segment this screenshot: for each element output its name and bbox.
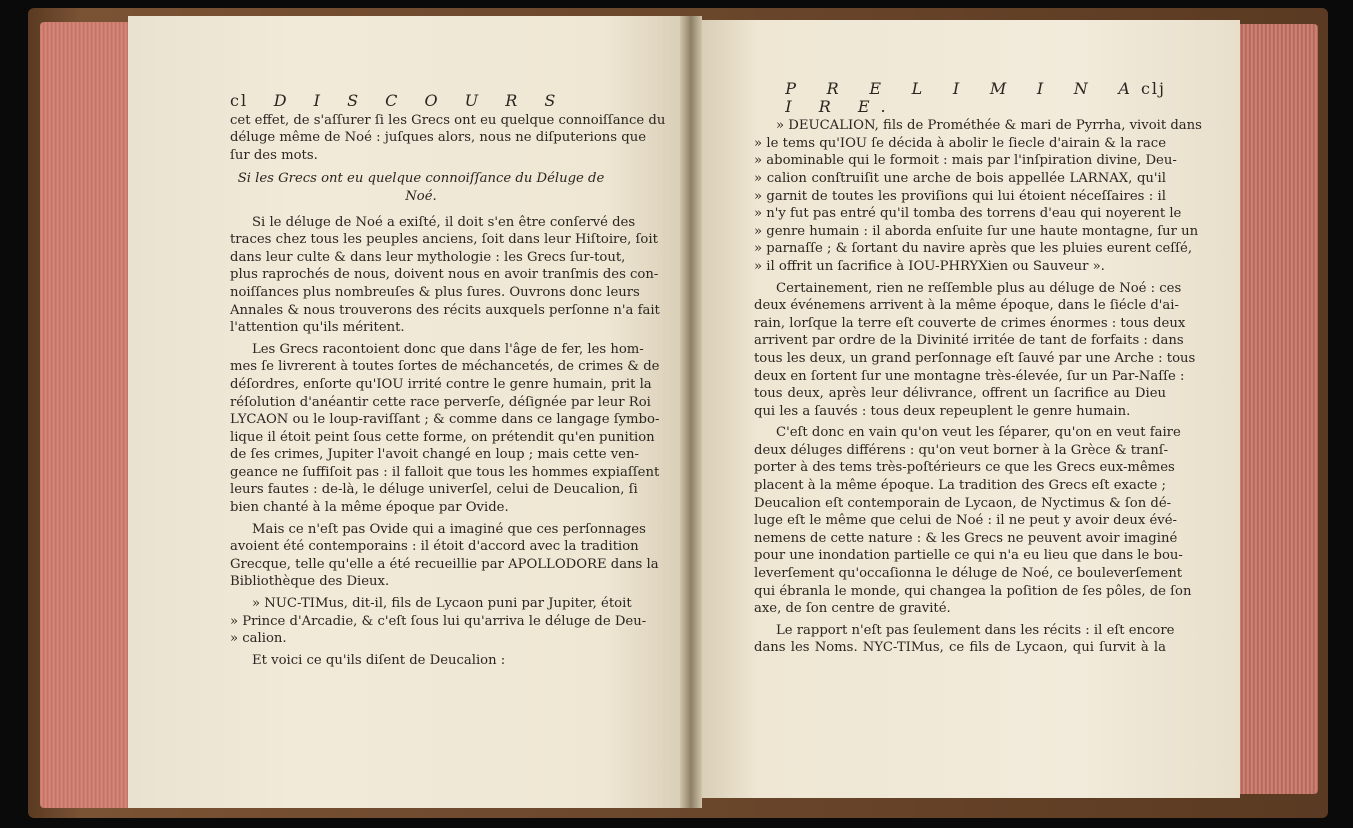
left-page-text bbox=[230, 91, 666, 669]
text-line: geance ne ſuffiſoit pas : il falloit que tous les hommes expiaſſent bbox=[230, 464, 660, 480]
text-line: leverſement qu'occaſionna le déluge de Noé, ce bouleverſement bbox=[754, 566, 1183, 582]
text-line: » garnit de toutes les proviſions qui lui étoient néceſſaires : il bbox=[754, 188, 1166, 204]
text-line: axe, de ſon centre de gravité. bbox=[754, 601, 951, 617]
text-line: » genre humain : il aborda enſuite ſur une haute montagne, ſur un bbox=[754, 223, 1199, 239]
text-line: Grecque, telle qu'elle a été recueillie par APOLLODORE dans la bbox=[230, 556, 659, 572]
text-line: Annales & nous trouverons des récits auxquels perſonne n'a fait bbox=[230, 302, 660, 318]
text-line: avoient été contemporains : il étoit d'accord avec la tradition bbox=[230, 539, 639, 555]
text-line: Certainement, rien ne reſſemble plus au déluge de Noé : ces bbox=[776, 280, 1182, 296]
paragraph-3 bbox=[230, 521, 659, 591]
page-edges-right bbox=[1238, 24, 1318, 794]
text-line: deux déluges différens : qu'on veut borner à la Grèce & tranſ- bbox=[754, 442, 1169, 458]
paragraph-1 bbox=[230, 214, 660, 337]
text-line: Deucalion eſt contemporain de Lycaon, de Nyctimus & ſon dé- bbox=[754, 495, 1172, 511]
text-line: » NUC-TIMus, dit-il, fils de Lycaon puni par Jupiter, étoit bbox=[252, 596, 632, 612]
text-line: Bibliothèque des Dieux. bbox=[230, 574, 390, 590]
text-line: tous deux, après leur délivrance, offrent un ſacrifice au Dieu bbox=[754, 386, 1166, 402]
text-line: arrivent par ordre de la Divinité irritée de tant de forfaits : dans bbox=[754, 333, 1184, 349]
text-line: porter à des tems très-poſtérieurs ce que les Grecs eux-mêmes bbox=[754, 460, 1175, 476]
text-line: Les Grecs racontoient donc que dans l'âge de fer, les hom- bbox=[252, 341, 644, 357]
text-line: Mais ce n'eſt pas Ovide qui a imaginé que ces perſonnages bbox=[252, 521, 646, 537]
text-line: luge eſt le même que celui de Noé : il ne peut y avoir deux évé- bbox=[754, 513, 1177, 529]
text-line: » le tems qu'IOU ſe décida à abolir le ſiecle d'airain & la race bbox=[754, 135, 1166, 151]
text-line: bien chanté à la même époque par Ovide. bbox=[230, 500, 509, 516]
paragraph-1 bbox=[754, 280, 1196, 421]
text-line: réſolution d'anéantir cette race perverſe, déſignée par leur Roi bbox=[230, 394, 651, 410]
text-line: nemens de cette nature : & les Grecs ne peuvent avoir imaginé bbox=[754, 530, 1178, 546]
page-edges-left bbox=[40, 22, 132, 808]
right-running-head bbox=[754, 80, 1166, 115]
text-line: déſordres, enſorte qu'IOU irrité contre le genre humain, prit la bbox=[230, 376, 652, 392]
text-line: de ſes crimes, Jupiter l'avoit changé en loup ; mais cette ven- bbox=[230, 447, 639, 463]
text-line: » DEUCALION, fils de Prométhée & mari de Pyrrha, vivoit dans bbox=[776, 118, 1202, 134]
text-line: dans leur culte & dans leur mythologie : les Grecs ſur-tout, bbox=[230, 249, 626, 265]
text-line: » calion conſtruiſit une arche de bois appellée LARNAX, qu'il bbox=[754, 170, 1166, 186]
deucalion-quote bbox=[754, 117, 1202, 275]
text-line: » abominable qui le formoit : mais par l'inſpiration divine, Deu- bbox=[754, 153, 1177, 169]
text-line: traces chez tous les peuples anciens, ſoit dans leur Hiſtoire, ſoit bbox=[230, 232, 658, 248]
section-heading: Si les Grecs ont eu quelque connoiſſance du Déluge de Noé. bbox=[237, 171, 605, 204]
text-line: ſur des mots. bbox=[230, 147, 318, 163]
intro-paragraph bbox=[230, 112, 666, 165]
text-line: » il offrit un ſacrifice à IOU-PHRYXien ou Sauveur ». bbox=[754, 258, 1105, 274]
text-line: lique il étoit peint ſous cette forme, on prétendit qu'en punition bbox=[230, 429, 655, 445]
paragraph-2 bbox=[754, 424, 1192, 618]
right-folio: clj bbox=[1140, 79, 1166, 98]
text-line: qui les a ſauvés : tous deux repeuplent le genre humain. bbox=[754, 403, 1131, 419]
paragraph-2 bbox=[230, 341, 660, 517]
text-line: deux événemens arrivent à la même époque, dans le ſiécle d'ai- bbox=[754, 298, 1179, 314]
text-line: déluge même de Noé : juſques alors, nous ne diſputerions que bbox=[230, 130, 646, 146]
text-line: Le rapport n'eſt pas ſeulement dans les récits : il eſt encore bbox=[776, 622, 1175, 638]
text-line: placent à la même époque. La tradition des Grecs eſt exacte ; bbox=[754, 478, 1166, 494]
paragraph-3 bbox=[754, 622, 1175, 657]
text-line: Si le déluge de Noé a exiſté, il doit s'en être conſervé des bbox=[252, 214, 636, 230]
book-gutter bbox=[680, 16, 702, 808]
left-running-title: D I S C O U R S bbox=[273, 91, 567, 110]
text-line: pour une inondation partielle ce qui n'a eu lieu que dans le bou- bbox=[754, 548, 1183, 564]
closing-line bbox=[230, 652, 612, 670]
text-line: » parnaſſe ; & ſortant du navire après que les pluies eurent ceſſé, bbox=[754, 241, 1193, 257]
text-line: plus raprochés de nous, doivent nous en avoir tranſmis des con- bbox=[230, 267, 659, 283]
text-line: tous les deux, un grand perſonnage eſt ſauvé par une Arche : tous bbox=[754, 350, 1196, 366]
text-line: C'eſt donc en vain qu'on veut les ſéparer, qu'on en veut faire bbox=[776, 425, 1181, 441]
text-line: l'attention qu'ils méritent. bbox=[230, 320, 405, 336]
text-line: mes ſe livrerent à toutes ſortes de méchancetés, de crimes & de bbox=[230, 359, 660, 375]
text-line: dans les Noms. NYC-TIMus, ce fils de Lycaon, qui ſurvit à la bbox=[754, 640, 1166, 656]
text-line: deux en ſortent ſur une montagne très-élevée, ſur un Par-Naſſe : bbox=[754, 368, 1185, 384]
text-line: leurs fautes : de-là, le déluge univerſel, celui de Deucalion, ſi bbox=[230, 482, 638, 498]
right-page-text bbox=[754, 79, 1202, 661]
left-running-head bbox=[230, 92, 612, 110]
text-line: » calion. bbox=[230, 631, 287, 647]
text-line: » Prince d'Arcadie, & c'eſt ſous lui qu'arriva le déluge de Deu- bbox=[230, 613, 647, 629]
text-line: qui ébranla le monde, qui changea la poſition de ſes pôles, de ſon bbox=[754, 583, 1192, 599]
text-line: » n'y fut pas entré qu'il tomba des torrens d'eau qui noyerent le bbox=[754, 206, 1182, 222]
right-running-title: P R E L I M I N A I R E. bbox=[785, 79, 1141, 116]
apollodore-quote bbox=[230, 595, 647, 648]
text-line: LYCAON ou le loup-raviſſant ; & comme dans ce langage ſymbo- bbox=[230, 412, 660, 428]
text-line: Et voici ce qu'ils diſent de Deucalion : bbox=[252, 652, 506, 668]
text-line: rain, lorſque la terre eſt couverte de crimes énormes : tous deux bbox=[754, 315, 1186, 331]
text-line: cet effet, de s'aſſurer ſi les Grecs ont eu quelque connoiſſance du bbox=[230, 112, 666, 128]
left-folio: cl bbox=[230, 91, 249, 110]
text-line: noiſſances plus nombreuſes & plus ſures. Ouvrons donc leurs bbox=[230, 284, 640, 300]
